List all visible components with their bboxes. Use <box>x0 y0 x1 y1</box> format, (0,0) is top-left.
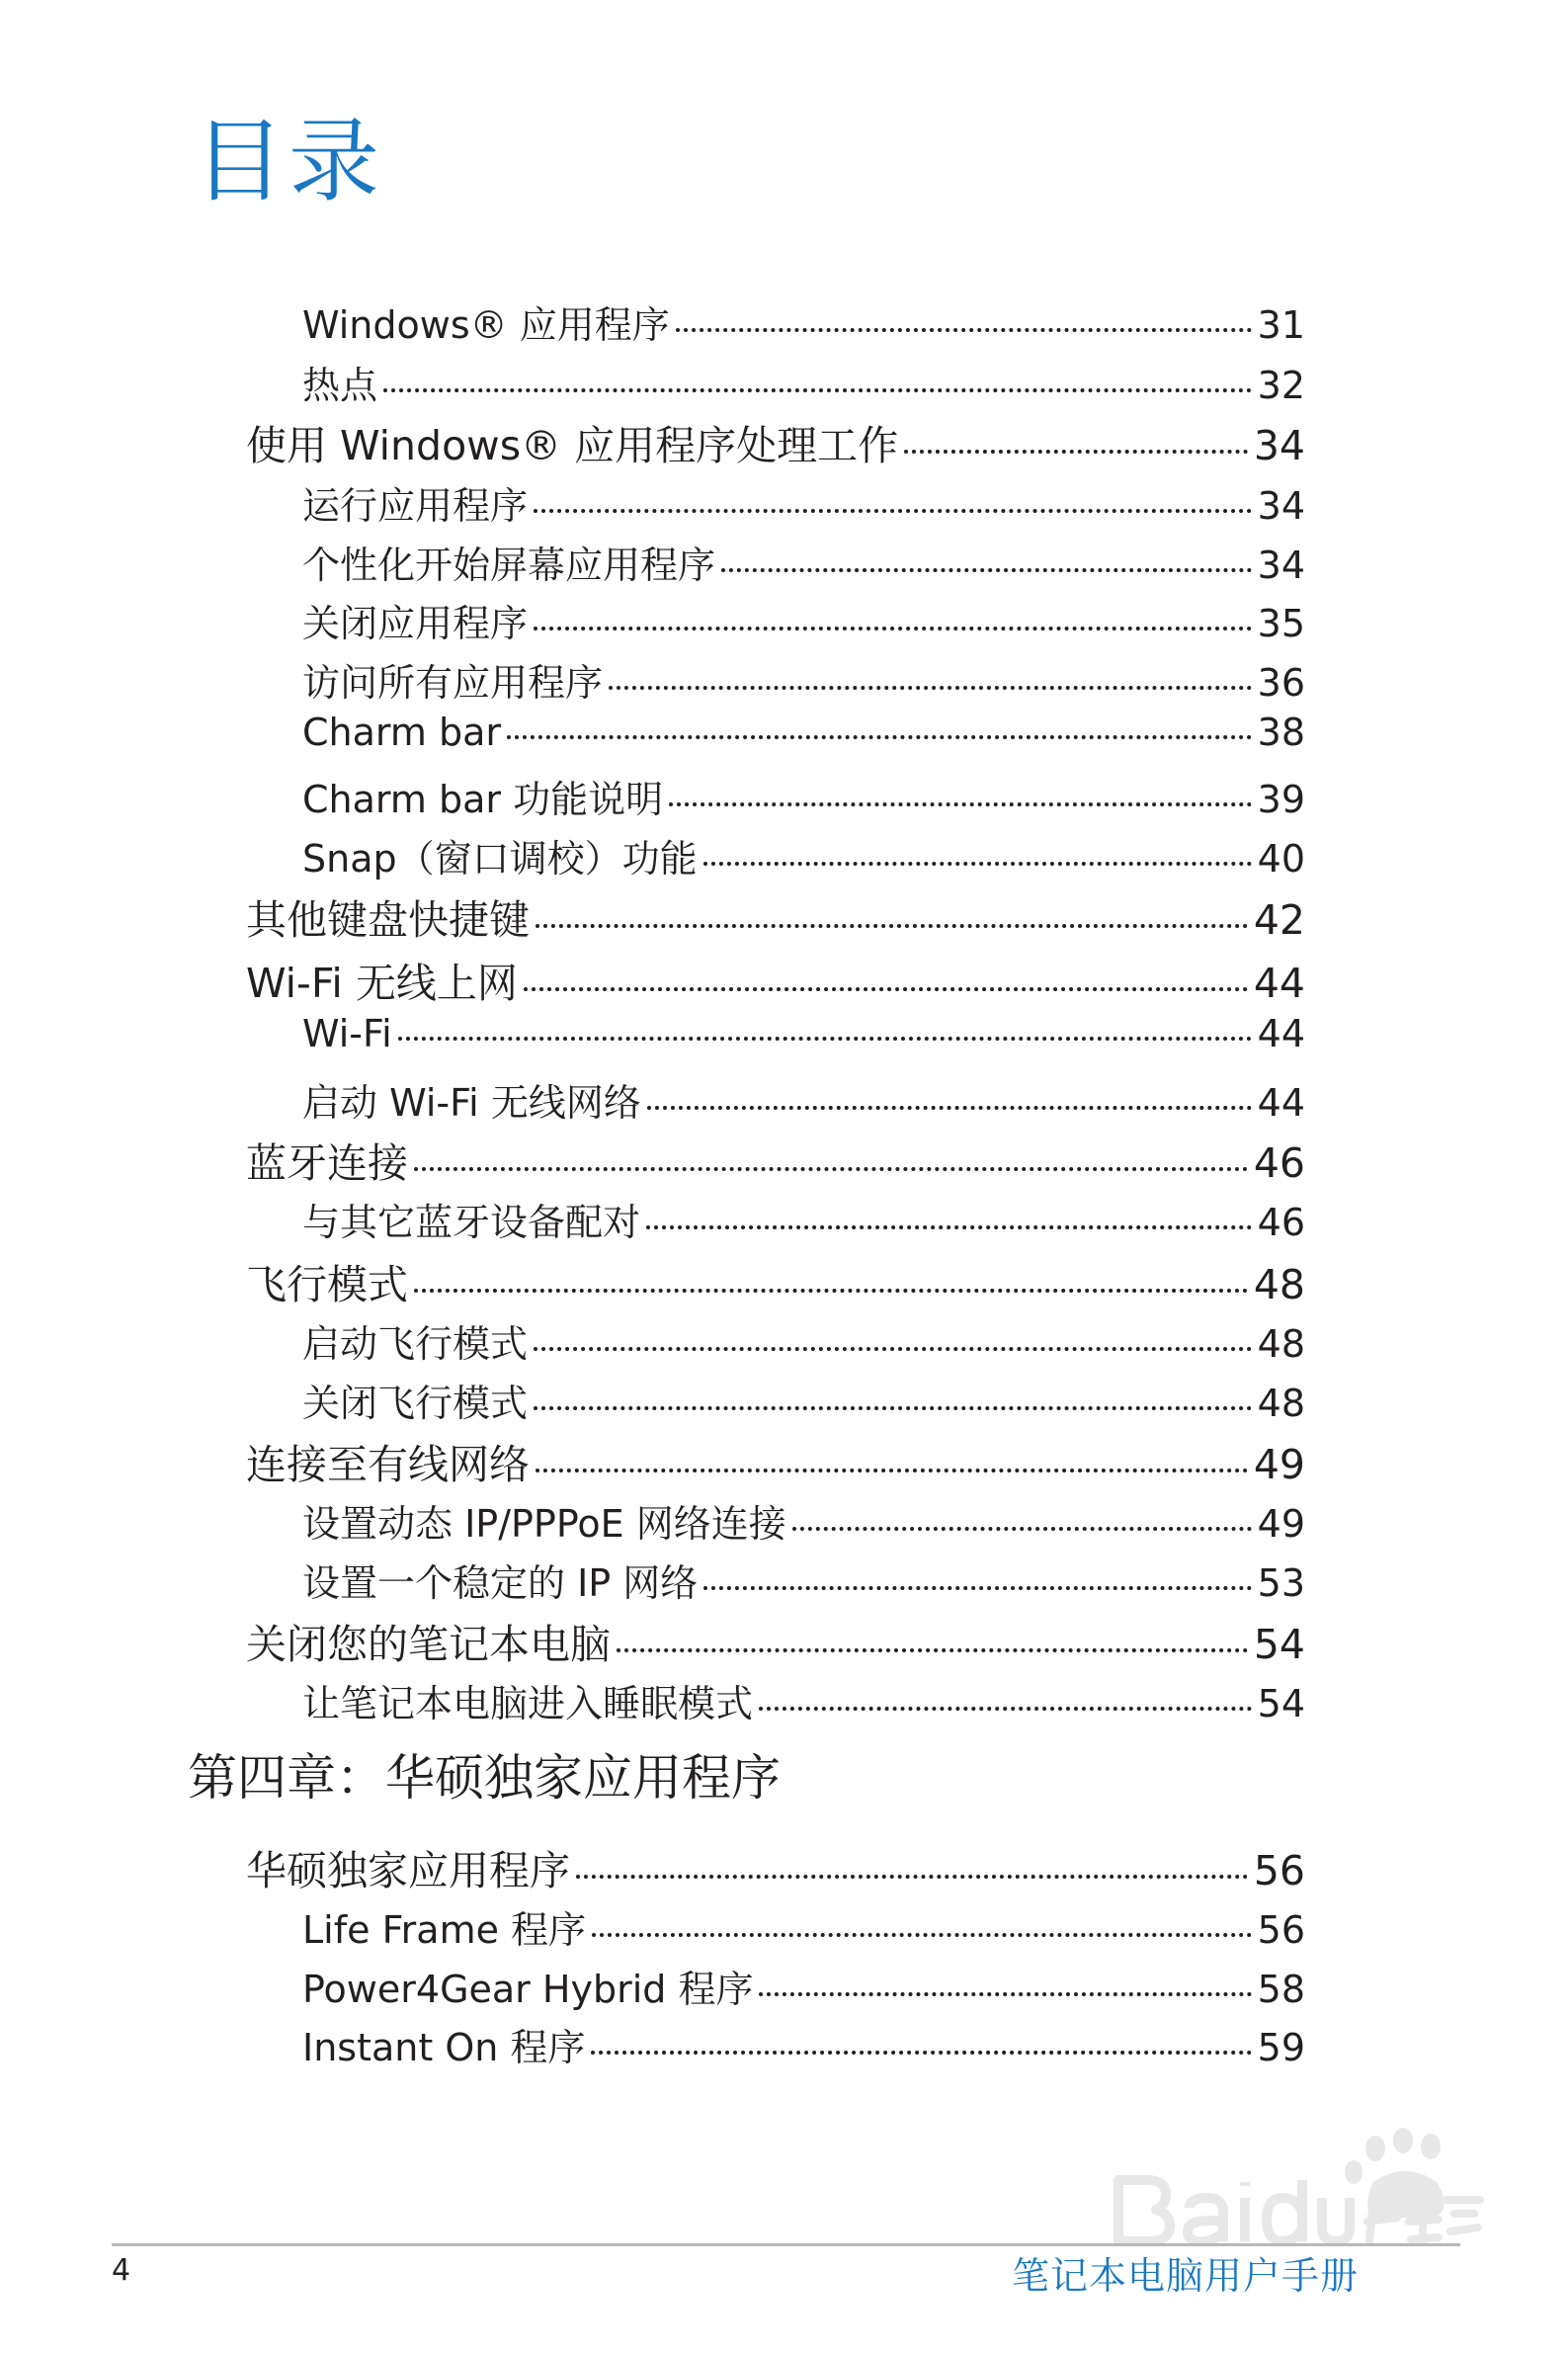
toc-entry-page: 31 <box>1257 303 1305 347</box>
dot-leader <box>792 1527 1252 1531</box>
toc-entry-page: 48 <box>1257 1382 1305 1425</box>
toc-entry[interactable] <box>302 1313 1305 1368</box>
toc-entry-page: 49 <box>1257 1502 1305 1546</box>
toc-entry-label: Windows® 应用程序 <box>302 303 670 347</box>
toc-entry-label: 与其它蓝牙设备配对 <box>302 1201 641 1244</box>
toc-entry-label: 让笔记本电脑进入睡眠模式 <box>302 1682 754 1725</box>
dot-leader <box>703 862 1252 866</box>
toc-entry-label: 华硕独家应用程序 <box>246 1847 570 1894</box>
toc-entry[interactable] <box>302 1493 1305 1548</box>
toc-entry[interactable] <box>302 1553 1305 1607</box>
toc-entry-label: 启动飞行模式 <box>302 1322 529 1366</box>
toc-entry-page: 35 <box>1257 602 1305 645</box>
toc-entry[interactable] <box>246 1432 1305 1490</box>
toc-entry-page: 49 <box>1253 1441 1305 1488</box>
toc-entry-page: 34 <box>1257 544 1305 587</box>
toc-entry-label: 设置动态 IP/PPPoE 网络连接 <box>302 1502 786 1546</box>
toc-entry-page: 48 <box>1253 1261 1305 1308</box>
dot-leader <box>398 1037 1252 1041</box>
toc-entry-page: 36 <box>1257 661 1305 705</box>
chapter-heading: 第四章：华硕独家应用程序 <box>188 1749 781 1807</box>
toc-entry-page: 38 <box>1257 711 1305 754</box>
toc-entry-page: 56 <box>1257 1908 1305 1952</box>
toc-entry[interactable] <box>302 652 1305 707</box>
toc-entry-label: 使用 Windows® 应用程序处理工作 <box>246 422 899 469</box>
toc-entry[interactable] <box>302 1012 1305 1055</box>
dot-leader <box>534 1347 1252 1351</box>
toc-entry-page: 39 <box>1257 778 1305 821</box>
toc-entry-label: Power4Gear Hybrid 程序 <box>302 1968 754 2011</box>
toc-entry-label: 启动 Wi-Fi 无线网络 <box>302 1081 641 1125</box>
toc-entry[interactable] <box>302 1373 1305 1427</box>
dot-leader <box>759 1992 1251 1996</box>
dot-leader <box>536 924 1248 928</box>
dot-leader <box>524 987 1248 991</box>
toc-entry[interactable] <box>302 535 1305 589</box>
footer-page-number: 4 <box>112 2253 131 2288</box>
footer-manual-title: 笔记本电脑用户手册 <box>1012 2254 1360 2298</box>
toc-entry-page: 48 <box>1257 1322 1305 1366</box>
toc-entry[interactable] <box>302 294 1305 349</box>
dot-leader <box>383 388 1252 392</box>
toc-entry-label: 飞行模式 <box>246 1261 408 1308</box>
dot-leader <box>534 1406 1252 1410</box>
dot-leader <box>592 1933 1252 1937</box>
dot-leader <box>759 1707 1252 1711</box>
dot-leader <box>904 450 1248 454</box>
toc-entry[interactable] <box>302 2017 1305 2071</box>
toc-entry-page: 54 <box>1257 1682 1305 1725</box>
toc-entry-label: Snap（窗口调校）功能 <box>302 837 698 881</box>
toc-entry-label: 运行应用程序 <box>302 484 529 528</box>
toc-entry[interactable] <box>302 1192 1305 1246</box>
dot-leader <box>534 509 1252 513</box>
dot-leader <box>721 568 1252 572</box>
dot-leader <box>507 735 1252 739</box>
toc-entry[interactable] <box>302 1072 1305 1127</box>
toc-entry-label: 关闭飞行模式 <box>302 1382 529 1425</box>
toc-entry-label: 设置一个稳定的 IP 网络 <box>302 1561 699 1605</box>
dot-leader <box>609 686 1252 690</box>
toc-entry-page: 44 <box>1253 960 1305 1007</box>
toc-entry-label: 关闭应用程序 <box>302 602 529 645</box>
toc-entry-label: Life Frame 程序 <box>302 1908 587 1952</box>
toc-entry-label: Wi-Fi <box>302 1012 392 1055</box>
toc-entry-label: 访问所有应用程序 <box>302 661 604 705</box>
toc-entry[interactable] <box>302 711 1305 754</box>
toc-entry-page: 46 <box>1257 1201 1305 1244</box>
baidu-jingyan-watermark-logo <box>1109 2123 1484 2251</box>
dot-leader <box>414 1167 1248 1171</box>
toc-entry[interactable] <box>302 1899 1305 1954</box>
toc-entry[interactable] <box>246 951 1305 1009</box>
toc-entry[interactable] <box>302 1673 1305 1727</box>
toc-entry-page: 58 <box>1257 1968 1305 2011</box>
toc-entry-page: 56 <box>1253 1847 1305 1894</box>
toc-entry-page: 59 <box>1257 2026 1305 2069</box>
dot-leader <box>414 1289 1248 1293</box>
dot-leader <box>617 1648 1248 1652</box>
toc-entry[interactable] <box>302 828 1305 882</box>
toc-entry[interactable] <box>302 593 1305 647</box>
dot-leader <box>703 1586 1251 1590</box>
toc-entry-label: 个性化开始屏幕应用程序 <box>302 544 716 587</box>
dot-leader <box>676 328 1252 332</box>
dot-leader <box>647 1106 1252 1110</box>
toc-entry-page: 46 <box>1253 1139 1305 1187</box>
dot-leader <box>534 627 1252 630</box>
toc-entry-page: 53 <box>1257 1561 1305 1605</box>
toc-entry-page: 54 <box>1253 1621 1305 1668</box>
toc-entry-page: 44 <box>1257 1012 1305 1055</box>
toc-entry[interactable] <box>246 1612 1305 1670</box>
dot-leader <box>646 1225 1252 1229</box>
toc-entry[interactable] <box>246 413 1305 471</box>
toc-entry-label: 蓝牙连接 <box>246 1139 408 1187</box>
toc-entry[interactable] <box>246 887 1305 946</box>
toc-entry-page: 42 <box>1253 896 1305 944</box>
toc-entry[interactable] <box>302 355 1305 409</box>
dot-leader <box>669 802 1252 806</box>
toc-entry-label: Wi-Fi 无线上网 <box>246 960 518 1007</box>
toc-entry-label: 连接至有线网络 <box>246 1441 530 1488</box>
toc-entry[interactable] <box>246 1131 1305 1189</box>
toc-entry-page: 34 <box>1253 422 1305 469</box>
toc-entry[interactable] <box>246 1252 1305 1310</box>
toc-entry-label: 其他键盘快捷键 <box>246 896 530 944</box>
toc-entry[interactable] <box>302 769 1305 823</box>
toc-entry[interactable] <box>302 475 1305 530</box>
dot-leader <box>536 1469 1248 1472</box>
toc-entry-page: 34 <box>1257 484 1305 528</box>
toc-entry[interactable] <box>302 1959 1305 2013</box>
page-title: 目录 <box>194 109 384 214</box>
toc-entry-page: 40 <box>1257 837 1305 881</box>
toc-entry-label: Charm bar 功能说明 <box>302 778 664 821</box>
toc-entry-label: 热点 <box>302 364 378 407</box>
toc-entry[interactable] <box>246 1838 1305 1896</box>
toc-entry-page: 44 <box>1257 1081 1305 1125</box>
toc-entry-label: Charm bar <box>302 711 501 754</box>
toc-entry-page: 32 <box>1257 364 1305 407</box>
dot-leader <box>576 1875 1248 1879</box>
toc-entry-label: 关闭您的笔记本电脑 <box>246 1621 611 1668</box>
toc-entry-label: Instant On 程序 <box>302 2026 586 2069</box>
dot-leader <box>591 2051 1251 2055</box>
